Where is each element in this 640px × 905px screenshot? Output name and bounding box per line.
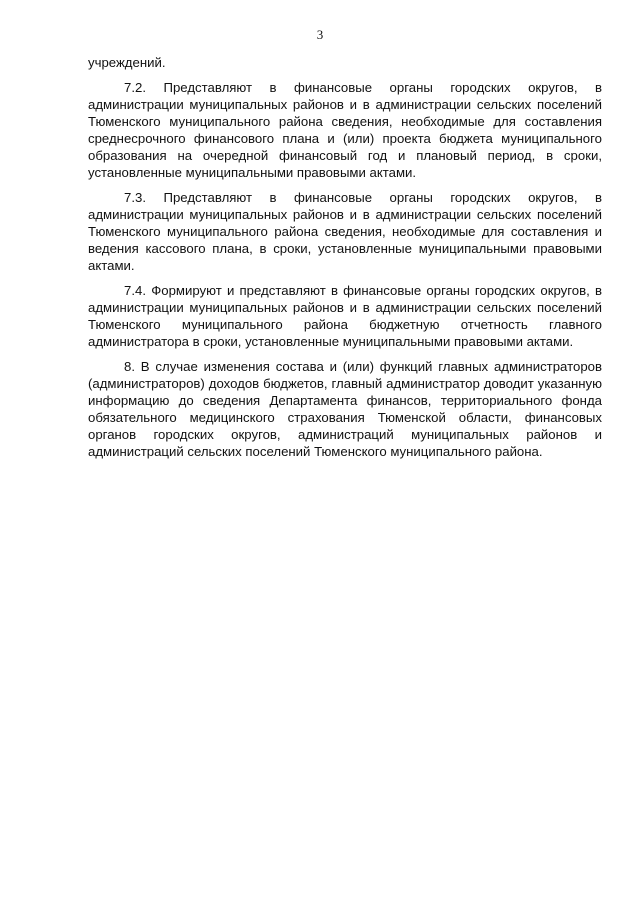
- paragraph-continuation: учреждений.: [88, 55, 166, 70]
- paragraph-8: 8. В случае изменения состава и (или) функций главных администраторов (администраторов) доходов бюджетов, главный администратор доводит указанную информацию до сведения Департамента финансов, территориального фонда обязательного медицинского страхования Тюменской области, финансовых органов городских округов, администраций муниципальных районов и администраций сельских поселений Тюменского муниципального района.: [88, 359, 602, 459]
- document-body: [88, 54, 602, 468]
- paragraph-7-3: 7.3. Представляют в финансовые органы городских округов, в администрации муниципальных районов и в администрации сельских поселений Тюменского муниципального района сведения, необходимые для составления и ведения кассового плана, в сроки, установленные муниципальными правовыми актами.: [88, 190, 602, 273]
- page-number: 3: [316, 27, 324, 42]
- paragraph-7-4: 7.4. Формируют и представляют в финансовые органы городских округов, в администрации муниципальных районов и в администрации сельских поселений Тюменского муниципального района бюджетную отчетность главного администратора в сроки, установленные муниципальными правовыми актами.: [88, 283, 602, 349]
- paragraph-7-2: 7.2. Представляют в финансовые органы городских округов, в администрации муниципальных районов и в администрации сельских поселений Тюменского муниципального района сведения, необходимые для составления среднесрочного финансового плана и (или) проекта бюджета муниципального образования на очередной финансовый год и плановый период, в сроки, установленные муниципальными правовыми актами.: [88, 80, 602, 180]
